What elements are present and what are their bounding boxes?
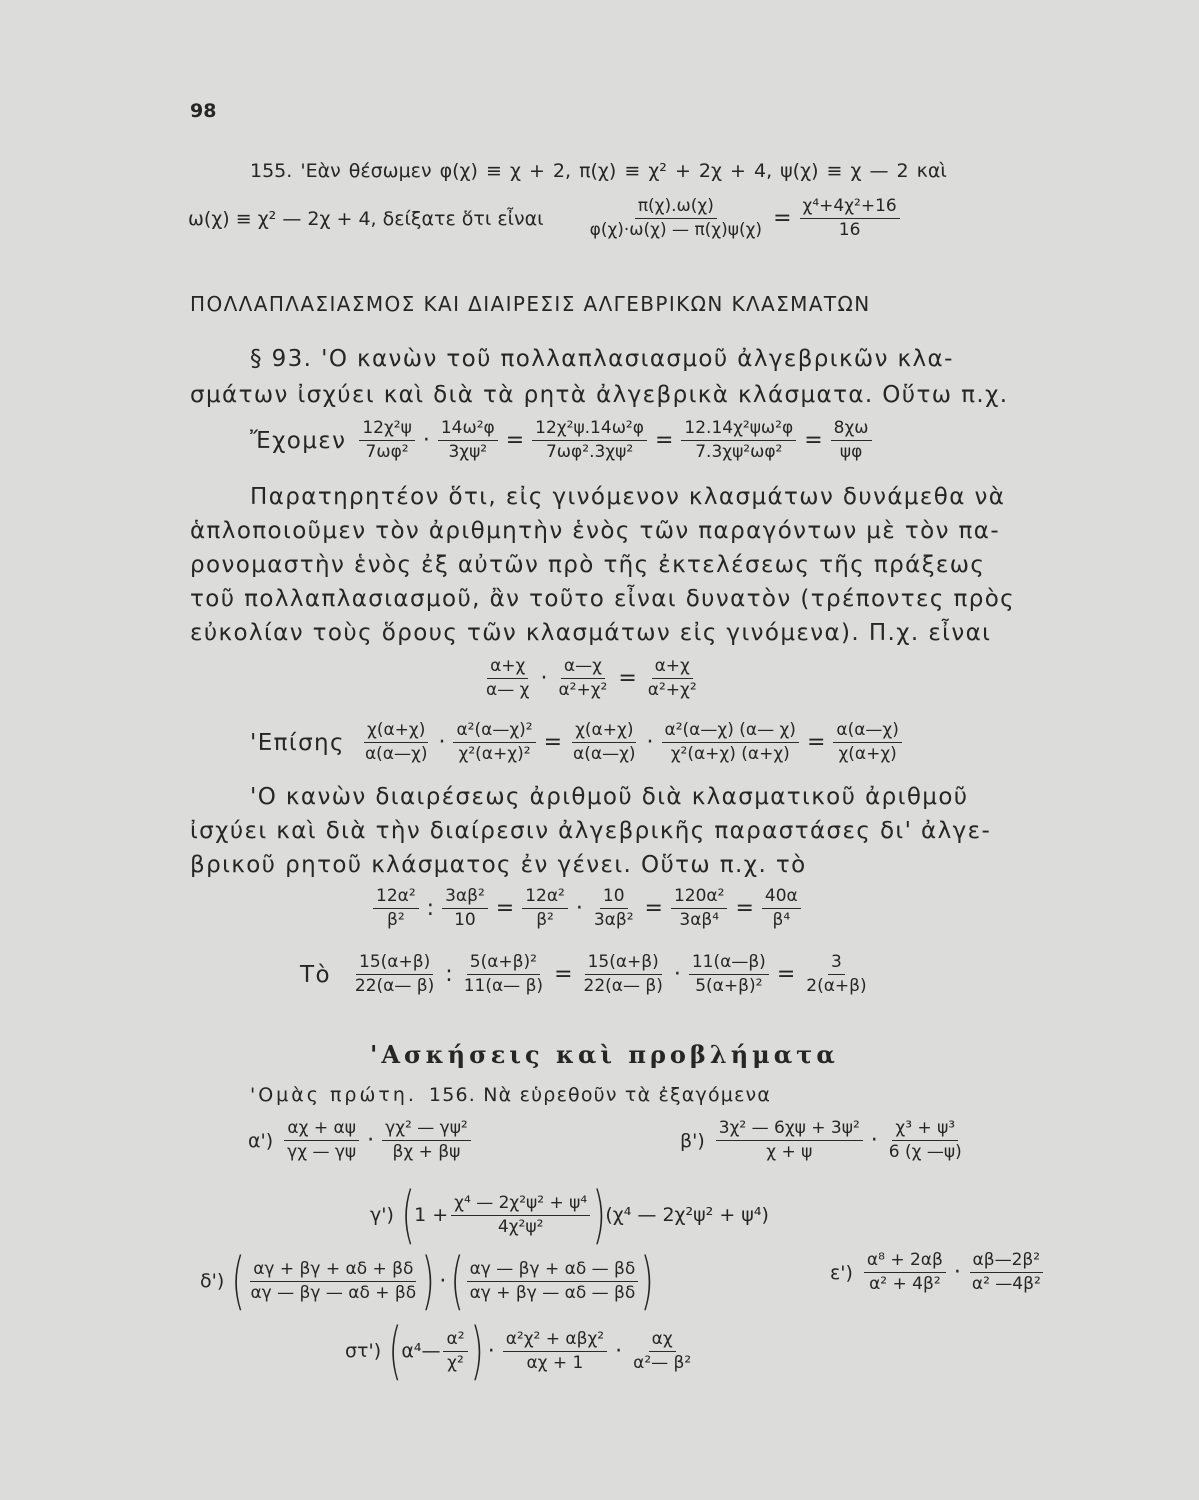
numerator: α+χ [652, 656, 693, 679]
operator-sign: = [618, 666, 637, 691]
fraction [247, 1259, 419, 1304]
paragraph-line: ἰσχύει καὶ διὰ τὴν διαίρεσιν ἀλγεβρικῆς παραστάσες δι' ἀλγε- [190, 818, 992, 844]
operator-sign: · [487, 1338, 495, 1364]
exercise-d [200, 1244, 655, 1317]
paragraph-line: βρικοῦ ρητοῦ κλάσματος ἐν γένει. Οὕτω π.χ. τὸ [190, 852, 807, 878]
denominator: 3χψ² [448, 442, 488, 462]
fraction [886, 1118, 965, 1163]
numerator: 120α² [671, 886, 727, 909]
equation-1 [250, 418, 875, 463]
fraction [662, 720, 799, 765]
numerator: α(α—χ) [833, 720, 902, 743]
parenthesis: ( [388, 1314, 402, 1387]
numerator: χ(α+χ) [364, 720, 428, 743]
exercise-155-line2 [188, 196, 903, 241]
numerator: 11(α—β) [689, 952, 769, 975]
denominator: 16 [838, 220, 861, 240]
denominator: χ²(α+χ) (α+χ) [670, 744, 790, 764]
paragraph-line: τοῦ πολλαπλασιασμοῦ, ἂν τοῦτο εἶναι δυνατὸν (τρέποντες πρὸς [190, 586, 1016, 612]
fraction [831, 418, 872, 463]
denominator: 22(α— β) [583, 976, 663, 996]
fraction [591, 886, 637, 931]
numerator: α⁸ + 2αβ [864, 1250, 946, 1273]
numerator: 12α² [373, 886, 419, 909]
denominator: αγ — βγ — αδ + βδ [250, 1282, 417, 1303]
operator-sign: · [540, 666, 548, 691]
exercise-155-line1: 155. 'Εὰν θέσωμεν φ(χ) ≡ χ + 2, π(χ) ≡ χ² + 2χ + 4, ψ(χ) ≡ χ — 2 καὶ [250, 160, 947, 182]
numerator: αχ [649, 1329, 676, 1352]
operator-sign: · [953, 1260, 961, 1285]
equals-sign: = [773, 206, 792, 231]
parenthesis: ) [421, 1244, 435, 1317]
denominator: φ(χ)·ω(χ) — π(χ)ψ(χ) [589, 220, 763, 240]
numerator: α+χ [487, 656, 528, 679]
denominator: α²— β² [633, 1352, 692, 1373]
operator-sign: = [735, 896, 754, 921]
math-text: α⁴— [401, 1340, 441, 1362]
operator-sign: · [615, 1338, 623, 1364]
numerator: 12.14χ²ψω²φ [681, 418, 796, 441]
equation-3 [250, 720, 905, 765]
denominator: 7.3χψ²ωφ² [695, 442, 783, 462]
exercises-title: 'Ασκήσεις καὶ προβλήματα [370, 1040, 839, 1069]
numerator: χ⁴+4χ²+16 [800, 196, 900, 219]
exercise-156-header [250, 1084, 771, 1106]
denominator: ψφ [839, 442, 863, 462]
math-text: (χ⁴ — 2χ²ψ² + ψ⁴) [605, 1204, 769, 1226]
page-number: 98 [190, 100, 217, 122]
fraction [373, 886, 419, 931]
fraction [969, 1250, 1044, 1295]
fraction [453, 720, 535, 765]
math-text: 1 + [414, 1204, 449, 1226]
numerator: α² [443, 1329, 467, 1352]
parenthesis: ) [640, 1244, 655, 1317]
operator-sign: = [543, 730, 563, 755]
operator-sign: · [575, 896, 583, 921]
item-label: α') [248, 1129, 274, 1152]
fraction [671, 886, 727, 931]
fraction [803, 952, 869, 997]
numerator: 15(α+β) [585, 952, 662, 975]
numerator: 8χω [831, 418, 872, 441]
numerator: 40α [762, 886, 801, 909]
numerator: γχ² — γψ² [382, 1118, 471, 1141]
numerator: 12χ²ψ [359, 418, 414, 441]
parenthesis: ( [450, 1244, 465, 1317]
fraction [864, 1250, 946, 1295]
operator-sign: : [426, 896, 435, 921]
fraction [581, 952, 666, 997]
equation-2 [480, 656, 703, 701]
fraction [362, 720, 431, 765]
numerator: 14ω²φ [438, 418, 498, 441]
denominator: 5(α+β)² [695, 976, 763, 996]
operator-sign: · [439, 1268, 447, 1294]
item-label: β') [680, 1129, 705, 1152]
fraction [762, 886, 801, 931]
fraction [352, 952, 437, 997]
fraction [689, 952, 769, 997]
numerator: α²(α—χ) (α— χ) [662, 720, 799, 743]
numerator: αχ + αψ [284, 1118, 359, 1141]
fraction [532, 418, 647, 463]
numerator: χ³ + ψ³ [892, 1118, 958, 1141]
item-label: γ') [370, 1204, 394, 1226]
denominator: 7ωφ².3χψ² [545, 442, 634, 462]
numerator: α²χ² + αβχ² [503, 1329, 607, 1352]
fraction [442, 886, 488, 931]
denominator: 4χ²ψ² [497, 1216, 544, 1237]
paragraph-line: ἁπλοποιοῦμεν τὸν ἀριθμητὴν ἑνὸς τῶν παραγόντων μὲ τὸν πα- [190, 518, 1001, 544]
numerator: α²(α—χ)² [453, 720, 535, 743]
fraction [800, 196, 900, 241]
fraction [833, 720, 902, 765]
denominator: αχ + 1 [526, 1352, 584, 1373]
item-label: ε') [830, 1261, 853, 1284]
fraction [587, 196, 765, 241]
denominator: χ² [447, 1352, 464, 1373]
denominator: χ + ψ [766, 1142, 813, 1162]
numerator: χ⁴ — 2χ²ψ² + ψ⁴ [451, 1193, 590, 1216]
numerator: 3 [828, 952, 845, 975]
equation-5 [300, 952, 873, 997]
fraction [467, 1259, 639, 1304]
denominator: 3αβ² [593, 910, 634, 930]
operator-sign: · [422, 428, 430, 453]
fraction [443, 1329, 467, 1374]
fraction [555, 656, 610, 701]
denominator: γχ — γψ [287, 1142, 357, 1162]
numerator: 10 [600, 886, 628, 909]
operator-sign: = [644, 896, 663, 921]
exercise-e [830, 1250, 1047, 1295]
denominator: α(α—χ) [364, 744, 428, 764]
numerator: αγ — βγ + αδ — βδ [467, 1259, 639, 1282]
section-93-line1: § 93. 'Ο κανὼν τοῦ πολλαπλασιασμοῦ ἀλγεβρικῶν κλα- [250, 346, 954, 372]
item-label: δ') [200, 1270, 225, 1292]
parenthesis: ( [231, 1244, 246, 1317]
operator-sign: · [870, 1128, 878, 1153]
numerator: χ(α+χ) [572, 720, 636, 743]
fraction [681, 418, 796, 463]
denominator: α²+χ² [647, 680, 697, 700]
operator-sign: = [505, 428, 525, 453]
operator-sign: = [554, 962, 573, 987]
fraction [645, 656, 700, 701]
paragraph-line: Παρατηρητέον ὅτι, εἰς γινόμενον κλασμάτων δυνάμεθα νὰ [250, 484, 1006, 510]
operator-sign: · [673, 962, 681, 987]
exercise-st [345, 1314, 697, 1387]
fraction [359, 418, 414, 463]
fraction [438, 418, 498, 463]
echomen-label: Ἔχομεν [250, 427, 347, 454]
item-label: στ') [345, 1340, 382, 1362]
fraction [284, 1118, 359, 1163]
denominator: 22(α— β) [354, 976, 435, 996]
numerator: α—χ [561, 656, 605, 679]
exercise-a [248, 1118, 474, 1163]
numerator: αβ—2β² [970, 1250, 1044, 1273]
to-label: Τὸ [300, 961, 331, 988]
episis-label: 'Επίσης [250, 729, 345, 756]
fraction [382, 1118, 471, 1163]
exercise-156-text: 156. Νὰ εὑρεθοῦν τὰ ἐξαγόμενα [428, 1084, 772, 1106]
denominator: β² [536, 910, 554, 930]
operator-sign: = [806, 730, 826, 755]
fraction [461, 952, 546, 997]
exercise-g [370, 1178, 769, 1251]
fraction [503, 1329, 607, 1374]
paragraph-line: 'Ο κανὼν διαιρέσεως ἀριθμοῦ διὰ κλασματικοῦ ἀριθμοῦ [250, 784, 969, 810]
fraction [451, 1193, 590, 1238]
operator-sign: · [646, 730, 654, 755]
denominator: α(α—χ) [573, 744, 636, 764]
paragraph-line: ρονομαστὴν ἑνὸς ἐξ αὐτῶν πρὸ τῆς ἐκτελέσεως τῆς πράξεως [190, 552, 986, 578]
operator-sign: = [804, 428, 823, 453]
parenthesis: ) [592, 1178, 606, 1251]
denominator: χ²(α+χ)² [458, 744, 531, 764]
section-heading: ΠΟΛΛΑΠΛΑΣΙΑΣΜΟΣ ΚΑΙ ΔΙΑΙΡΕΣΙΣ ΑΛΓΕΒΡΙΚΩΝ ΚΛΑΣΜΑΤΩΝ [190, 292, 871, 316]
fraction [630, 1329, 694, 1374]
numerator: αγ + βγ + αδ + βδ [250, 1259, 416, 1282]
fraction [522, 886, 568, 931]
operator-sign: = [495, 896, 515, 921]
numerator: 3χ² — 6χψ + 3ψ² [716, 1118, 863, 1141]
denominator: α— χ [486, 680, 530, 700]
operator-sign: = [654, 428, 674, 453]
fraction [570, 720, 639, 765]
numerator: π(χ).ω(χ) [635, 196, 717, 219]
denominator: β² [386, 910, 405, 930]
numerator: 3αβ² [442, 886, 488, 909]
parenthesis: ( [401, 1178, 415, 1251]
exercise-155-text: ω(χ) ≡ χ² — 2χ + 4, δείξατε ὅτι εἶναι [188, 207, 544, 230]
denominator: 2(α+β) [806, 976, 867, 996]
group-label: 'Ομὰς πρώτη. [250, 1084, 417, 1106]
denominator: β⁴ [772, 910, 791, 930]
denominator: α² —4β² [971, 1274, 1041, 1294]
denominator: 10 [454, 910, 476, 930]
numerator: 15(α+β) [356, 952, 433, 975]
denominator: χ(α+χ) [838, 744, 897, 764]
denominator: βχ + βψ [392, 1142, 461, 1162]
operator-sign: : [445, 962, 453, 987]
denominator: 6 (χ —ψ) [888, 1142, 962, 1162]
operator-sign: · [367, 1128, 375, 1153]
denominator: αγ + βγ — αδ — βδ [469, 1282, 636, 1303]
numerator: 12χ²ψ.14ω²φ [532, 418, 647, 441]
parenthesis: ) [469, 1314, 484, 1387]
fraction [483, 656, 532, 701]
operator-sign: = [776, 962, 796, 987]
denominator: 7ωφ² [365, 442, 409, 462]
section-93-line2: σμάτων ἰσχύει καὶ διὰ τὰ ρητὰ ἀλγεβρικὰ κλάσματα. Οὕτω π.χ. [190, 382, 1009, 408]
operator-sign: · [438, 730, 446, 755]
numerator: 5(α+β)² [467, 952, 540, 975]
numerator: 12α² [522, 886, 568, 909]
paragraph-line: εὐκολίαν τοὺς ὅρους τῶν κλασμάτων εἰς γινόμενα). Π.χ. εἶναι [190, 620, 992, 646]
denominator: 3αβ⁴ [679, 910, 720, 930]
denominator: α² + 4β² [869, 1274, 941, 1294]
exercise-b [680, 1118, 968, 1163]
equation-4 [370, 886, 804, 931]
denominator: α²+χ² [558, 680, 608, 700]
denominator: 11(α— β) [463, 976, 544, 996]
fraction [716, 1118, 863, 1163]
